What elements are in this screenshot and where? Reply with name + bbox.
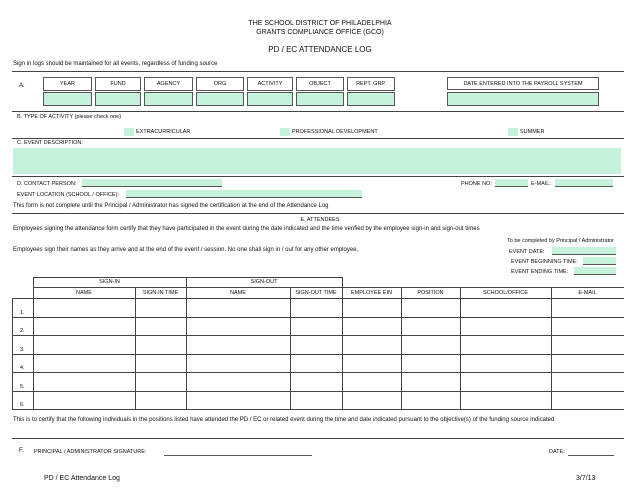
office-name: GRANTS COMPLIANCE OFFICE (GCO) — [256, 29, 384, 36]
section-a-input[interactable] — [43, 92, 92, 106]
signout-group-label: SIGN-OUT — [250, 279, 278, 285]
payroll-label-box — [447, 77, 599, 90]
date-label: DATE: — [549, 449, 565, 455]
summer-checkbox[interactable] — [508, 128, 518, 136]
signature-line[interactable] — [164, 455, 312, 456]
divider — [12, 176, 624, 177]
completion-warning: This form is not complete until the Principal / Administrator has signed the certification at the end of the Attendance Log — [13, 203, 329, 209]
signature-label: PRINCIPAL / ADMINISTRATOR SIGNATURE: — [34, 449, 147, 455]
attendee-cell[interactable] — [551, 372, 624, 391]
row-number: 5. — [20, 383, 25, 390]
column-header: SIGN-IN TIME — [142, 289, 179, 296]
attendee-cell[interactable] — [186, 354, 290, 373]
certification-statement: This is to certify that the following individuals in the positions listed have attended the PD / EC or related event during the time and date indicated pursuant to the objective(s) of the funding source indicated — [13, 417, 555, 423]
section-a-input[interactable] — [144, 92, 193, 106]
attendee-cell[interactable] — [33, 298, 135, 317]
attendee-cell[interactable] — [342, 298, 401, 317]
section-c-label: C. EVENT DESCRIPTION: — [17, 140, 83, 146]
attendee-cell[interactable] — [186, 298, 290, 317]
attendee-cell[interactable] — [551, 354, 624, 373]
phone-label: PHONE NO: — [461, 181, 492, 187]
table-line — [551, 287, 552, 409]
attendee-cell[interactable] — [290, 317, 342, 336]
begin-time-label: EVENT BEGINNING TIME: — [511, 259, 578, 265]
divider — [12, 213, 624, 214]
contact-person-field[interactable] — [82, 179, 222, 187]
attendee-cell[interactable] — [135, 335, 186, 354]
email-label: E-MAIL: — [531, 181, 551, 187]
attendee-cell[interactable] — [33, 391, 135, 410]
attendee-cell[interactable] — [186, 372, 290, 391]
attendee-cell[interactable] — [290, 372, 342, 391]
attendee-cell[interactable] — [460, 391, 551, 410]
section-f-letter: F. — [19, 448, 24, 454]
section-a-input[interactable] — [196, 92, 244, 106]
payroll-date-field[interactable] — [447, 92, 599, 106]
table-line — [342, 277, 343, 287]
attendee-cell[interactable] — [460, 298, 551, 317]
table-line — [12, 409, 624, 410]
end-time-label: EVENT ENDING TIME: — [511, 269, 569, 275]
phone-field[interactable] — [495, 179, 528, 187]
attendee-cell[interactable] — [401, 372, 460, 391]
row-number: 1. — [20, 309, 25, 316]
attendee-cell[interactable] — [401, 335, 460, 354]
section-a-column-label: YEAR — [43, 77, 92, 91]
attendee-cell[interactable] — [135, 391, 186, 410]
row-number: 2. — [20, 328, 25, 334]
sign-in-note: Sign in logs should be maintained for all events, regardless of funding source — [13, 61, 218, 67]
begin-time-field[interactable] — [583, 257, 616, 265]
principal-note: To be completed by Principal / Administrator — [507, 238, 614, 244]
table-line — [135, 287, 136, 409]
attendee-cell[interactable] — [290, 298, 342, 317]
payroll-label: DATE ENTERED INTO THE PAYROLL SYSTEM — [463, 81, 583, 87]
divider — [12, 438, 624, 439]
table-line — [290, 287, 291, 409]
signin-group-label: SIGN-IN — [99, 279, 120, 285]
certify-statement: Employees signing the attendance form certify that they have participated in the event during the date indicated and the time verified by the employee sign-in and sign-out times — [13, 226, 480, 232]
section-a-column-label: FUND — [95, 77, 141, 91]
attendee-cell[interactable] — [551, 298, 624, 317]
attendee-cell[interactable] — [401, 317, 460, 336]
table-line — [401, 287, 402, 409]
section-a-input[interactable] — [247, 92, 293, 106]
divider — [12, 138, 624, 139]
table-line — [12, 298, 13, 409]
table-line — [186, 277, 187, 409]
attendee-cell[interactable] — [342, 354, 401, 373]
attendee-cell[interactable] — [33, 354, 135, 373]
column-header: SCHOOL/OFFICE — [483, 289, 528, 296]
attendee-cell[interactable] — [290, 354, 342, 373]
section-b-label: B. TYPE OF ACTIVITY (please check one) — [17, 114, 122, 120]
summer-label: SUMMER — [520, 129, 545, 135]
contact-person-label: D. CONTACT PERSON: — [17, 181, 77, 187]
attendee-cell[interactable] — [460, 354, 551, 373]
column-header: POSITION — [417, 289, 444, 296]
attendee-cell[interactable] — [401, 298, 460, 317]
attendee-cell[interactable] — [342, 391, 401, 410]
date-line[interactable] — [568, 455, 614, 456]
attendee-cell[interactable] — [33, 317, 135, 336]
attendee-cell[interactable] — [342, 335, 401, 354]
section-e-label: E. ATTENDEES — [300, 217, 340, 223]
attendee-cell[interactable] — [551, 317, 624, 336]
row-number: 4. — [20, 365, 25, 371]
attendee-cell[interactable] — [290, 391, 342, 410]
section-a-letter: A. — [19, 83, 25, 89]
attendee-cell[interactable] — [186, 391, 290, 410]
table-line — [342, 287, 343, 409]
section-a-column-label: AGENCY — [144, 77, 193, 91]
email-field[interactable] — [555, 179, 613, 187]
attendee-cell[interactable] — [135, 298, 186, 317]
row-number: 3. — [20, 346, 25, 353]
row-number: 6. — [20, 402, 25, 408]
form-title: PD / EC ATTENDANCE LOG — [268, 45, 372, 54]
attendee-cell[interactable] — [460, 335, 551, 354]
table-line — [460, 287, 461, 409]
divider — [12, 111, 624, 112]
attendee-cell[interactable] — [135, 354, 186, 373]
attendee-cell[interactable] — [401, 354, 460, 373]
column-header: SIGN-OUT TIME — [295, 289, 337, 296]
column-header: NAME — [76, 289, 92, 296]
event-location-field[interactable] — [126, 190, 362, 198]
section-a-input[interactable] — [296, 92, 344, 106]
section-a-column-label: OBJECT — [296, 77, 344, 91]
attendee-cell[interactable] — [342, 317, 401, 336]
column-header: NAME — [230, 289, 246, 296]
attendee-cell[interactable] — [290, 335, 342, 354]
section-a-column-label: ORG — [196, 77, 244, 91]
column-header: E-MAIL — [578, 289, 597, 296]
attendee-cell[interactable] — [551, 391, 624, 410]
divider — [12, 71, 624, 72]
event-date-field[interactable] — [552, 247, 616, 255]
footer-title: PD / EC Attendance Log — [44, 475, 120, 482]
attendee-cell[interactable] — [186, 335, 290, 354]
extracurricular-label: EXTRACURRICULAR — [136, 129, 191, 135]
attendee-cell[interactable] — [135, 317, 186, 336]
attendee-cell[interactable] — [401, 391, 460, 410]
footer-date: 3/7/13 — [576, 475, 596, 482]
attendee-cell[interactable] — [342, 372, 401, 391]
end-time-field[interactable] — [574, 267, 616, 275]
attendee-cell[interactable] — [186, 317, 290, 336]
event-description-field[interactable] — [13, 148, 621, 174]
section-a-input[interactable] — [347, 92, 395, 106]
section-a-column-label: REPT. GRP. — [347, 77, 395, 91]
column-header: EMPLOYEE EIN — [351, 289, 392, 296]
event-date-label: EVENT DATE: — [509, 249, 545, 255]
attendee-cell[interactable] — [135, 372, 186, 391]
event-location-label: EVENT LOCATION (SCHOOL / OFFICE): — [17, 192, 119, 198]
attendee-cell[interactable] — [33, 335, 135, 354]
attendee-cell[interactable] — [460, 372, 551, 391]
signing-instructions: Employees sign their names as they arrive and at the end of the event / session. No one shall sign in / out for any other employee. — [13, 247, 359, 253]
district-name: THE SCHOOL DISTRICT OF PHILADELPHIA — [248, 20, 392, 27]
attendee-cell[interactable] — [551, 335, 624, 354]
table-line — [33, 277, 34, 409]
attendee-cell[interactable] — [460, 317, 551, 336]
section-a-input[interactable] — [95, 92, 141, 106]
extracurricular-checkbox[interactable] — [124, 128, 134, 136]
section-a-column-label: ACTIVITY — [247, 77, 293, 91]
attendee-cell[interactable] — [33, 372, 135, 391]
professional-development-checkbox[interactable] — [280, 128, 290, 136]
professional-development-label: PROFESSIONAL DEVELOPMENT — [292, 129, 378, 135]
